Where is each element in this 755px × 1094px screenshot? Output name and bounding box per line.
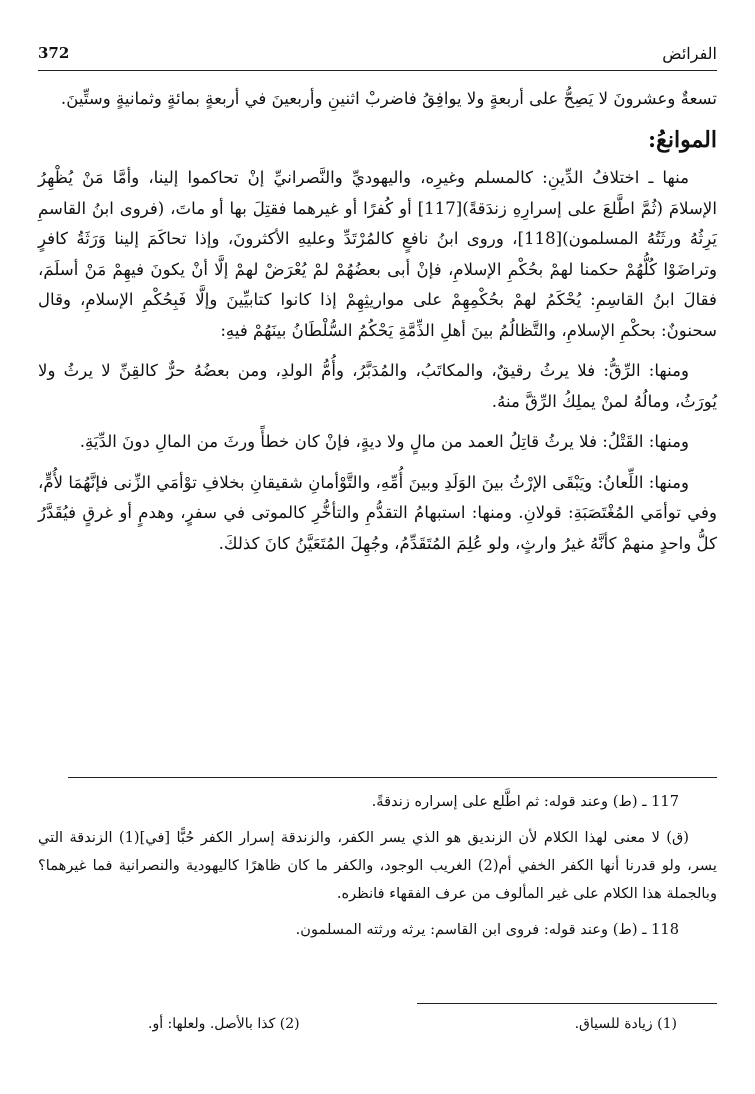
footnote-rule [417,1003,717,1004]
header-rule [38,70,717,71]
page-header [38,44,717,70]
paragraph-slavery: ومنها: الرِّقُّ: فلا يرثُ رقيقٌ، والمكاتَبُ، والمُدَبَّرُ، وأُمُّ الولدِ، ومن بعضُهُ حرٌّ كالقِنِّ لا يرثُ ولا يُورَثُ، ومالُهُ لمنْ يملِكُ الرِّقَّ منهُ. [38,361,717,411]
paragraph-lian: ومنها: اللِّعانُ: ويَبْقَى الإرْثُ بينَ الوَلَدِ وبينَ أُمِّهِ، والتَّوْأمانِ شقيقانِ بخلافِ توْأمَي الزِّنى فإنَّهُمَا لأُمٍّ، وفي توأمَي المُغْتَصَبَةِ: قولانِ. ومنها: استبهامُ التقدُّمِ والتأخُّرِ كالموتى في سفرٍ، وهدمٍ أو غرقٍ فيُقَدَّرُ كلُّ واحدٍ منهمْ كأنَّهُ غيرُ وارثٍ، ولو عُلِمَ المُتَقَدِّمُ، وجُهِلَ المُتَعَيَّنُ كانَ كذلكَ. [38,472,717,553]
section-heading: الموانعُ: [648,126,717,153]
commentary-note-117: 117 ـ (ط) وعند قوله: ثم اطَّلع على إسراره زندقةً. [371,793,679,810]
paragraph-intro: تسعةٌ وعشرونَ لا يَصِحُّ على أربعةٍ ولا يوافِقُ فاضربْ اثنينِ وأربعينَ في أربعةٍ بمائةٍ وثمانيةٍ وستِّينَ. [60,89,717,108]
commentary-q: (ق) لا معنى لهذا الكلام لأن الزنديق هو الذي يسر الكفر، والزندقة إسرار الكفر حُبًّا [في](1) الزندقة التي يسر، ولو قدرنا أنها الكفر الخفي أم(2) الغريب الوجود، والكفر ما كان ظاهرًا كاليهودية والنصرانية فما غيرهما؟ وبالجملة هذا الكلام على غير المألوف من عرف الفقهاء فانظره. [38,829,717,902]
commentary-rule [68,777,717,778]
main-text [38,84,717,569]
page-number: 372 [38,44,70,62]
running-title: الفرائض [662,44,717,63]
footnote-1: (1) زيادة للسياق. [574,1016,677,1032]
commentary-section [38,788,717,952]
paragraph-killing: ومنها: القَتْلُ: فلا يرثُ قاتِلُ العمد من مالٍ ولا ديةٍ، فإنْ كان خطأً ورثَ من المالِ دونَ الدِّيَةِ. [79,432,689,451]
paragraph-religion: منها ـ اختلافُ الدِّينِ: كالمسلم وغيرِه، واليهوديِّ والنَّصرانيِّ إنْ تحاكموا إلينا، وأمَّا مَنْ يُظْهِرُ الإسلامَ (ثُمَّ اطَّلعَ على إسرارِهِ زندَقةً)[117] أو كُفرًا أو غيرهما فقتِلَ بها أو ماتَ، (فروى ابنُ القاسمِ يَرِثُهُ ورثَتُهُ المسلمون)[118]، وروى ابنُ نافعٍ كالمُرْتَدِّ وعليهِ الأكثرونَ، وإذا تحاكَمَ إلينا وَرَثَةُ كافرٍ وتراضَوْا كُلُّهُمْ حكمنا لهمْ بحُكْمِ الإسلامِ، فإنْ أبى بعضُهُمْ لمْ يُعْرَضْ لهمْ إلَّا أنْ يكونَ فيهِمْ مَنْ أسلَمَ، فقالَ ابنُ القاسِمِ: يُحْكَمُ لهمْ بحُكْمِهِمْ على مواريثِهِمْ إذا كانوا كتابيِّينَ وإلَّا فَبِحُكْمِ الإسلامِ، وقال سحنونٌ: بحكْمِ الإسلامِ، والتَّظالُمُ بينَ أهلِ الذِّمَّةِ يَحْكُمُ السُّلْطَانُ بينَهُمْ فيهِ: [38,168,717,340]
commentary-note-118: 118 ـ (ط) وعند قوله: فروى ابن القاسم: يرثه ورثته المسلمون. [295,921,679,938]
footnote-2: (2) كذا بالأصل. ولعلها: أو. [148,1016,300,1032]
